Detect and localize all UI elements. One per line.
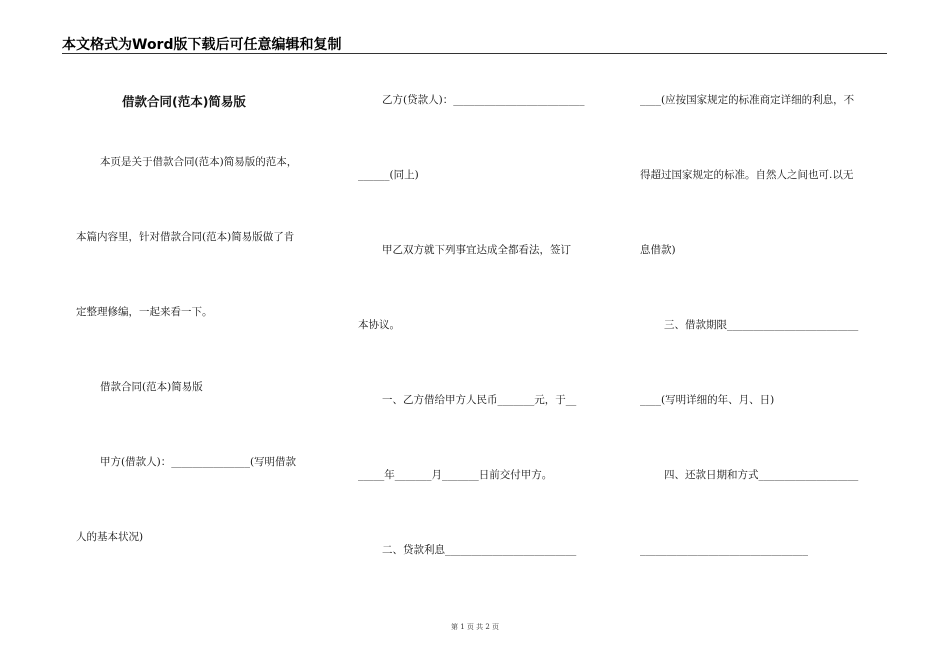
page-number-footer: 第 1 页 共 2 页 (450, 623, 500, 631)
document-title: 借款合同(范本)简易版 (122, 94, 246, 109)
col3-line: ____(应按国家规定的标准商定详细的利息，不 (640, 94, 855, 106)
col3-line: ____(写明详细的年、月、日) (640, 394, 775, 406)
col2-line: _____年_______月_______日前交付甲方。 (358, 469, 553, 481)
col1-line: 人的基本状况) (76, 531, 144, 543)
col2-line: 甲乙双方就下列事宜达成全都看法，签订 (382, 244, 571, 256)
col2-line: 本协议。 (358, 319, 400, 331)
col1-line: 定整理修编，一起来看一下。 (76, 306, 213, 318)
col3-line: ________________________________ (640, 544, 808, 556)
header-divider (62, 53, 887, 54)
col2-line: ______(同上) (358, 169, 419, 181)
col3-line: 四、还款日期和方式___________________ (664, 469, 859, 481)
page-header-text: 本文格式为Word版下载后可任意编辑和复制 (62, 37, 342, 53)
col1-line: 本篇内容里，针对借款合同(范本)简易版做了肯 (76, 231, 295, 243)
col2-line: 一、乙方借给甲方人民币_______元，于__ (382, 394, 577, 406)
col3-line: 三、借款期限_________________________ (664, 319, 859, 331)
col3-line: 得超过国家规定的标准。自然人之间也可.以无 (640, 169, 854, 181)
col1-line: 本页是关于借款合同(范本)简易版的范本， (100, 156, 298, 168)
col3-line: 息借款) (640, 244, 676, 256)
col2-line: 二、贷款利息_________________________ (382, 544, 577, 556)
col1-line: 借款合同(范本)简易版 (100, 381, 203, 393)
col2-line: 乙方(贷款人)：_________________________ (382, 94, 585, 106)
col1-line: 甲方(借款人)：_______________(写明借款 (100, 456, 297, 468)
